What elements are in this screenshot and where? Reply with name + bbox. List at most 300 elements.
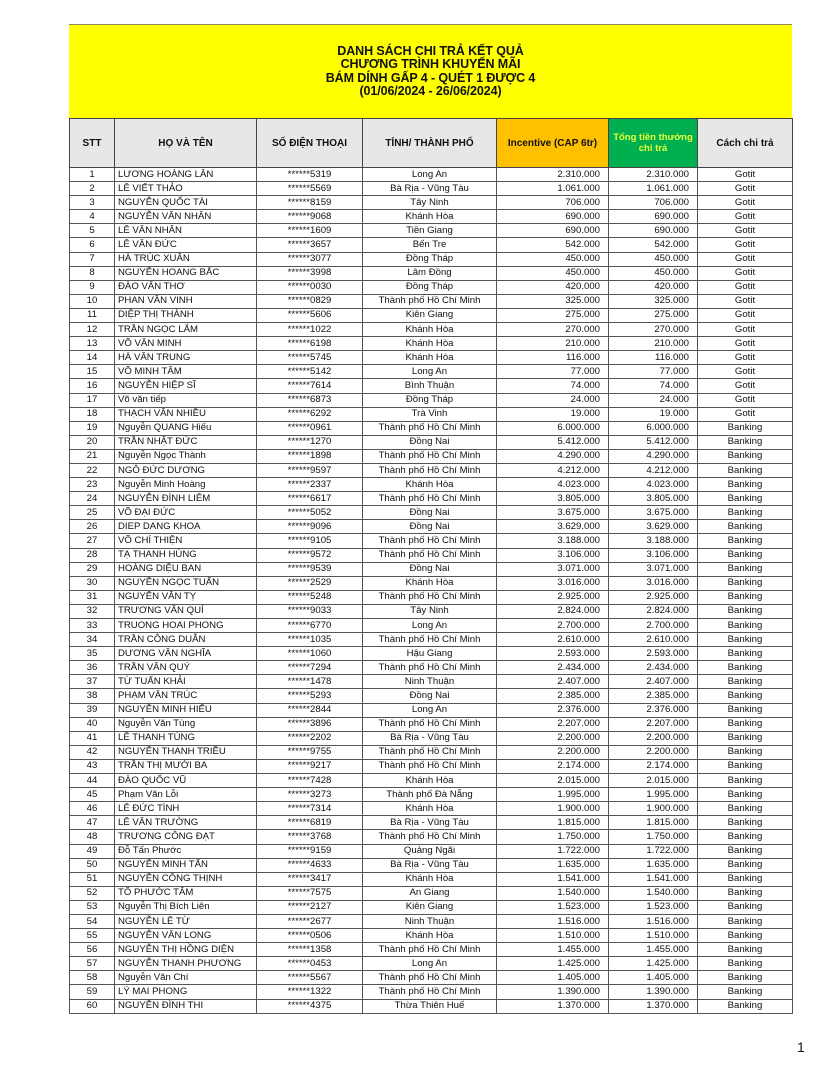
row-phone: ******5745 — [257, 351, 363, 365]
row-name: LÊ VIẾT THẢO — [115, 182, 257, 196]
row-name: LÊ VĂN TRƯỜNG — [115, 816, 257, 830]
row-phone: ******6292 — [257, 407, 363, 421]
row-province: Thành phố Hồ Chí Minh — [363, 745, 497, 759]
col-header-province: TỈNH/ THÀNH PHỐ — [363, 119, 497, 168]
row-phone: ******3998 — [257, 266, 363, 280]
row-incentive: 1.900.000 — [497, 802, 609, 816]
row-name: NGUYỄN THỊ HỒNG DIỆN — [115, 943, 257, 957]
row-incentive: 2.434.000 — [497, 661, 609, 675]
table-row — [70, 351, 793, 365]
row-province: Khánh Hòa — [363, 576, 497, 590]
row-province: Khánh Hòa — [363, 872, 497, 886]
row-phone: ******3273 — [257, 788, 363, 802]
row-name: NGUYỄN ĐÌNH THI — [115, 999, 257, 1013]
row-incentive: 2.824.000 — [497, 604, 609, 618]
table-row — [70, 393, 793, 407]
row-payment-method: Gotit — [698, 266, 793, 280]
row-stt: 23 — [70, 478, 115, 492]
row-total: 1.750.000 — [609, 830, 698, 844]
col-header-total: Tổng tiền thưởng chi trả — [609, 119, 698, 168]
row-incentive: 420.000 — [497, 280, 609, 294]
row-name: VÕ CHÍ THIỆN — [115, 534, 257, 548]
row-name: Nguyễn QUANG Hiếu — [115, 421, 257, 435]
table-row — [70, 463, 793, 477]
row-payment-method: Banking — [698, 449, 793, 463]
row-phone: ******0961 — [257, 421, 363, 435]
table-row — [70, 365, 793, 379]
row-incentive: 2.200.000 — [497, 731, 609, 745]
row-province: Bà Rịa - Vũng Tàu — [363, 858, 497, 872]
row-total: 1.900.000 — [609, 802, 698, 816]
row-stt: 40 — [70, 717, 115, 731]
row-phone: ******0030 — [257, 280, 363, 294]
row-total: 2.015.000 — [609, 774, 698, 788]
row-province: Khánh Hòa — [363, 323, 497, 337]
table-body — [70, 168, 793, 1014]
table-row — [70, 830, 793, 844]
row-total: 3.629.000 — [609, 520, 698, 534]
row-payment-method: Banking — [698, 463, 793, 477]
row-incentive: 275.000 — [497, 308, 609, 322]
row-incentive: 74.000 — [497, 379, 609, 393]
row-total: 1.635.000 — [609, 858, 698, 872]
row-province: Long An — [363, 168, 497, 182]
row-payment-method: Gotit — [698, 196, 793, 210]
row-name: LƯƠNG HOÀNG LÂN — [115, 168, 257, 182]
row-phone: ******0453 — [257, 957, 363, 971]
row-total: 706.000 — [609, 196, 698, 210]
row-province: Thành phố Hồ Chí Minh — [363, 633, 497, 647]
row-name: Phạm Văn Lỗi — [115, 788, 257, 802]
row-stt: 49 — [70, 844, 115, 858]
header-row — [70, 119, 793, 168]
row-province: Đồng Nai — [363, 435, 497, 449]
row-payment-method: Banking — [698, 858, 793, 872]
row-phone: ******9755 — [257, 745, 363, 759]
row-stt: 57 — [70, 957, 115, 971]
row-name: NGUYỄN THANH PHƯƠNG — [115, 957, 257, 971]
row-payment-method: Banking — [698, 619, 793, 633]
row-incentive: 1.061.000 — [497, 182, 609, 196]
row-stt: 19 — [70, 421, 115, 435]
row-incentive: 1.541.000 — [497, 872, 609, 886]
row-province: Khánh Hòa — [363, 774, 497, 788]
row-payment-method: Gotit — [698, 224, 793, 238]
table-row — [70, 224, 793, 238]
row-incentive: 5.412.000 — [497, 435, 609, 449]
row-province: Thành phố Hồ Chí Minh — [363, 590, 497, 604]
row-incentive: 1.370.000 — [497, 999, 609, 1013]
row-total: 1.061.000 — [609, 182, 698, 196]
row-stt: 32 — [70, 604, 115, 618]
row-stt: 24 — [70, 492, 115, 506]
row-province: Đồng Nai — [363, 562, 497, 576]
row-incentive: 3.188.000 — [497, 534, 609, 548]
table-row — [70, 816, 793, 830]
row-payment-method: Banking — [698, 816, 793, 830]
row-name: TRẦN NGỌC LẮM — [115, 323, 257, 337]
row-incentive: 4.212.000 — [497, 463, 609, 477]
row-payment-method: Banking — [698, 774, 793, 788]
table-row — [70, 520, 793, 534]
row-stt: 18 — [70, 407, 115, 421]
row-incentive: 3.016.000 — [497, 576, 609, 590]
row-total: 1.995.000 — [609, 788, 698, 802]
row-payment-method: Banking — [698, 520, 793, 534]
row-name: NGUYỄN HOANG BẮC — [115, 266, 257, 280]
table-row — [70, 238, 793, 252]
row-total: 1.390.000 — [609, 985, 698, 999]
row-incentive: 1.516.000 — [497, 914, 609, 928]
table-row — [70, 534, 793, 548]
row-total: 690.000 — [609, 224, 698, 238]
row-province: Thành phố Hồ Chí Minh — [363, 294, 497, 308]
row-total: 116.000 — [609, 351, 698, 365]
table-row — [70, 576, 793, 590]
row-province: Đồng Nai — [363, 520, 497, 534]
row-total: 1.455.000 — [609, 943, 698, 957]
row-phone: ******5569 — [257, 182, 363, 196]
row-total: 6.000.000 — [609, 421, 698, 435]
row-stt: 54 — [70, 914, 115, 928]
row-payment-method: Gotit — [698, 210, 793, 224]
table-row — [70, 745, 793, 759]
row-phone: ******9597 — [257, 463, 363, 477]
row-name: THẠCH VĂN NHIỀU — [115, 407, 257, 421]
row-incentive: 2.200.000 — [497, 745, 609, 759]
row-incentive: 4.290.000 — [497, 449, 609, 463]
row-incentive: 450.000 — [497, 266, 609, 280]
row-total: 1.815.000 — [609, 816, 698, 830]
row-stt: 52 — [70, 886, 115, 900]
row-name: NGUYỄN MINH HIẾU — [115, 703, 257, 717]
row-stt: 42 — [70, 745, 115, 759]
row-name: NGUYỄN VĂN TỴ — [115, 590, 257, 604]
table-row — [70, 929, 793, 943]
row-payment-method: Gotit — [698, 365, 793, 379]
table-row — [70, 619, 793, 633]
table-row — [70, 802, 793, 816]
row-total: 3.675.000 — [609, 506, 698, 520]
row-phone: ******7428 — [257, 774, 363, 788]
row-name: PHẠM VĂN TRÚC — [115, 689, 257, 703]
row-province: Long An — [363, 957, 497, 971]
row-province: Khánh Hòa — [363, 210, 497, 224]
row-province: Khánh Hòa — [363, 478, 497, 492]
table-row — [70, 407, 793, 421]
row-total: 1.540.000 — [609, 886, 698, 900]
row-name: Nguyễn Văn Tùng — [115, 717, 257, 731]
row-total: 3.188.000 — [609, 534, 698, 548]
row-phone: ******6819 — [257, 816, 363, 830]
row-phone: ******6873 — [257, 393, 363, 407]
row-province: Thành phố Hồ Chí Minh — [363, 548, 497, 562]
row-name: ĐÀO QUỐC VŨ — [115, 774, 257, 788]
table-row — [70, 478, 793, 492]
row-name: DƯƠNG VĂN NGHĨA — [115, 647, 257, 661]
table-row — [70, 886, 793, 900]
row-stt: 30 — [70, 576, 115, 590]
row-payment-method: Banking — [698, 590, 793, 604]
row-payment-method: Gotit — [698, 168, 793, 182]
row-total: 270.000 — [609, 323, 698, 337]
row-payment-method: Banking — [698, 985, 793, 999]
row-stt: 56 — [70, 943, 115, 957]
row-phone: ******2127 — [257, 900, 363, 914]
row-payment-method: Banking — [698, 759, 793, 773]
row-province: Khánh Hòa — [363, 337, 497, 351]
row-phone: ******1358 — [257, 943, 363, 957]
row-phone: ******3768 — [257, 830, 363, 844]
row-payment-method: Banking — [698, 914, 793, 928]
col-header-phone: SỐ ĐIỆN THOẠI — [257, 119, 363, 168]
row-incentive: 1.722.000 — [497, 844, 609, 858]
row-province: Thành phố Đà Nẵng — [363, 788, 497, 802]
row-name: HÀ TRÚC XUÂN — [115, 252, 257, 266]
table-row — [70, 647, 793, 661]
row-incentive: 542.000 — [497, 238, 609, 252]
table-row — [70, 717, 793, 731]
row-total: 210.000 — [609, 337, 698, 351]
row-province: Đồng Tháp — [363, 393, 497, 407]
row-phone: ******9105 — [257, 534, 363, 548]
row-payment-method: Banking — [698, 604, 793, 618]
row-name: TRẦN THỊ MƯỜI BA — [115, 759, 257, 773]
table-row — [70, 590, 793, 604]
row-name: DIỆP THỊ THÀNH — [115, 308, 257, 322]
row-name: VÕ VĂN MINH — [115, 337, 257, 351]
row-incentive: 3.805.000 — [497, 492, 609, 506]
row-total: 275.000 — [609, 308, 698, 322]
table-row — [70, 337, 793, 351]
row-stt: 47 — [70, 816, 115, 830]
row-name: ĐÀO VĂN THƠ — [115, 280, 257, 294]
table-row — [70, 943, 793, 957]
row-stt: 25 — [70, 506, 115, 520]
row-phone: ******3657 — [257, 238, 363, 252]
row-total: 4.023.000 — [609, 478, 698, 492]
row-province: Trà Vinh — [363, 407, 497, 421]
table-row — [70, 562, 793, 576]
table-row — [70, 858, 793, 872]
table-row — [70, 774, 793, 788]
table-row — [70, 689, 793, 703]
row-total: 2.385.000 — [609, 689, 698, 703]
row-name: VÕ ĐẠI ĐỨC — [115, 506, 257, 520]
row-payment-method: Banking — [698, 548, 793, 562]
row-incentive: 24.000 — [497, 393, 609, 407]
row-stt: 7 — [70, 252, 115, 266]
row-province: Quảng Ngãi — [363, 844, 497, 858]
row-stt: 60 — [70, 999, 115, 1013]
row-stt: 50 — [70, 858, 115, 872]
row-incentive: 325.000 — [497, 294, 609, 308]
row-name: Nguyễn Văn Chí — [115, 971, 257, 985]
row-total: 1.370.000 — [609, 999, 698, 1013]
row-phone: ******9217 — [257, 759, 363, 773]
row-payment-method: Banking — [698, 689, 793, 703]
row-province: Ninh Thuận — [363, 914, 497, 928]
page-number: 1 — [797, 1039, 805, 1055]
row-phone: ******5319 — [257, 168, 363, 182]
table-row — [70, 788, 793, 802]
row-total: 542.000 — [609, 238, 698, 252]
table-row — [70, 703, 793, 717]
row-province: Thành phố Hồ Chí Minh — [363, 830, 497, 844]
row-incentive: 3.071.000 — [497, 562, 609, 576]
row-payment-method: Banking — [698, 999, 793, 1013]
row-stt: 33 — [70, 619, 115, 633]
payout-sheet — [69, 24, 792, 1014]
row-phone: ******7314 — [257, 802, 363, 816]
row-payment-method: Gotit — [698, 351, 793, 365]
row-total: 1.405.000 — [609, 971, 698, 985]
row-payment-method: Banking — [698, 421, 793, 435]
row-payment-method: Banking — [698, 971, 793, 985]
row-stt: 48 — [70, 830, 115, 844]
row-name: TÔ PHƯỚC TÂM — [115, 886, 257, 900]
row-stt: 27 — [70, 534, 115, 548]
row-stt: 6 — [70, 238, 115, 252]
row-total: 2.407.000 — [609, 675, 698, 689]
row-incentive: 1.510.000 — [497, 929, 609, 943]
row-phone: ******1478 — [257, 675, 363, 689]
row-phone: ******1322 — [257, 985, 363, 999]
row-total: 2.610.000 — [609, 633, 698, 647]
row-name: Võ văn tiếp — [115, 393, 257, 407]
row-province: Thành phố Hồ Chí Minh — [363, 492, 497, 506]
row-incentive: 1.815.000 — [497, 816, 609, 830]
row-incentive: 77.000 — [497, 365, 609, 379]
row-payment-method: Gotit — [698, 393, 793, 407]
row-stt: 29 — [70, 562, 115, 576]
row-total: 420.000 — [609, 280, 698, 294]
table-row — [70, 168, 793, 182]
row-incentive: 450.000 — [497, 252, 609, 266]
row-province: Khánh Hòa — [363, 929, 497, 943]
row-phone: ******9068 — [257, 210, 363, 224]
row-payment-method: Banking — [698, 830, 793, 844]
row-phone: ******9539 — [257, 562, 363, 576]
table-row — [70, 421, 793, 435]
row-province: Bình Thuận — [363, 379, 497, 393]
table-row — [70, 604, 793, 618]
row-incentive: 2.925.000 — [497, 590, 609, 604]
row-incentive: 2.610.000 — [497, 633, 609, 647]
row-stt: 26 — [70, 520, 115, 534]
row-phone: ******7294 — [257, 661, 363, 675]
row-stt: 45 — [70, 788, 115, 802]
table-row — [70, 252, 793, 266]
row-name: TRẦN VĂN QUÝ — [115, 661, 257, 675]
row-name: TRẦN NHẬT ĐỨC — [115, 435, 257, 449]
row-total: 1.722.000 — [609, 844, 698, 858]
row-province: Hậu Giang — [363, 647, 497, 661]
row-province: Tây Ninh — [363, 604, 497, 618]
table-row — [70, 914, 793, 928]
row-stt: 58 — [70, 971, 115, 985]
table-row — [70, 449, 793, 463]
table-row — [70, 308, 793, 322]
row-phone: ******2337 — [257, 478, 363, 492]
row-name: LÝ MAI PHONG — [115, 985, 257, 999]
row-payment-method: Banking — [698, 731, 793, 745]
row-payment-method: Banking — [698, 844, 793, 858]
row-province: Long An — [363, 365, 497, 379]
row-incentive: 2.700.000 — [497, 619, 609, 633]
row-name: TRƯƠNG VĂN QUÍ — [115, 604, 257, 618]
title-line-3: BÁM DÍNH GẤP 4 - QUÉT 1 ĐƯỢC 4 — [325, 70, 536, 85]
row-payment-method: Banking — [698, 886, 793, 900]
row-province: Bà Rịa - Vũng Tàu — [363, 182, 497, 196]
row-payment-method: Banking — [698, 534, 793, 548]
row-phone: ******5293 — [257, 689, 363, 703]
row-name: HÀ VĂN TRUNG — [115, 351, 257, 365]
row-payment-method: Gotit — [698, 294, 793, 308]
row-payment-method: Banking — [698, 576, 793, 590]
row-total: 1.425.000 — [609, 957, 698, 971]
row-name: Đỗ Tấn Phước — [115, 844, 257, 858]
row-payment-method: Gotit — [698, 252, 793, 266]
row-payment-method: Banking — [698, 506, 793, 520]
row-incentive: 210.000 — [497, 337, 609, 351]
row-stt: 1 — [70, 168, 115, 182]
row-phone: ******5567 — [257, 971, 363, 985]
row-stt: 39 — [70, 703, 115, 717]
row-payment-method: Banking — [698, 802, 793, 816]
row-stt: 2 — [70, 182, 115, 196]
row-payment-method: Banking — [698, 900, 793, 914]
row-incentive: 2.174.000 — [497, 759, 609, 773]
row-name: NGUYỄN ĐÌNH LIÊM — [115, 492, 257, 506]
row-name: TRẦN CÔNG DUẪN — [115, 633, 257, 647]
row-name: TẠ THANH HÙNG — [115, 548, 257, 562]
table-row — [70, 294, 793, 308]
row-total: 2.434.000 — [609, 661, 698, 675]
row-province: Thành phố Hồ Chí Minh — [363, 421, 497, 435]
row-phone: ******1035 — [257, 633, 363, 647]
table-row — [70, 182, 793, 196]
row-province: Đồng Tháp — [363, 280, 497, 294]
row-stt: 13 — [70, 337, 115, 351]
row-total: 2.593.000 — [609, 647, 698, 661]
row-province: Thành phố Hồ Chí Minh — [363, 449, 497, 463]
row-incentive: 690.000 — [497, 210, 609, 224]
row-province: Thành phố Hồ Chí Minh — [363, 717, 497, 731]
row-payment-method: Gotit — [698, 407, 793, 421]
col-header-name: HỌ VÀ TÊN — [115, 119, 257, 168]
row-phone: ******0829 — [257, 294, 363, 308]
table-row — [70, 999, 793, 1013]
row-name: NGUYỄN MINH TẤN — [115, 858, 257, 872]
row-province: Long An — [363, 619, 497, 633]
row-province: Kiên Giang — [363, 900, 497, 914]
table-row — [70, 435, 793, 449]
row-incentive: 1.390.000 — [497, 985, 609, 999]
row-phone: ******9572 — [257, 548, 363, 562]
row-phone: ******6617 — [257, 492, 363, 506]
table-row — [70, 548, 793, 562]
row-total: 4.212.000 — [609, 463, 698, 477]
row-stt: 11 — [70, 308, 115, 322]
row-total: 5.412.000 — [609, 435, 698, 449]
row-phone: ******1022 — [257, 323, 363, 337]
row-incentive: 1.405.000 — [497, 971, 609, 985]
row-name: NGUYỄN THANH TRIỀU — [115, 745, 257, 759]
row-total: 2.700.000 — [609, 619, 698, 633]
row-payment-method: Gotit — [698, 323, 793, 337]
row-incentive: 1.455.000 — [497, 943, 609, 957]
